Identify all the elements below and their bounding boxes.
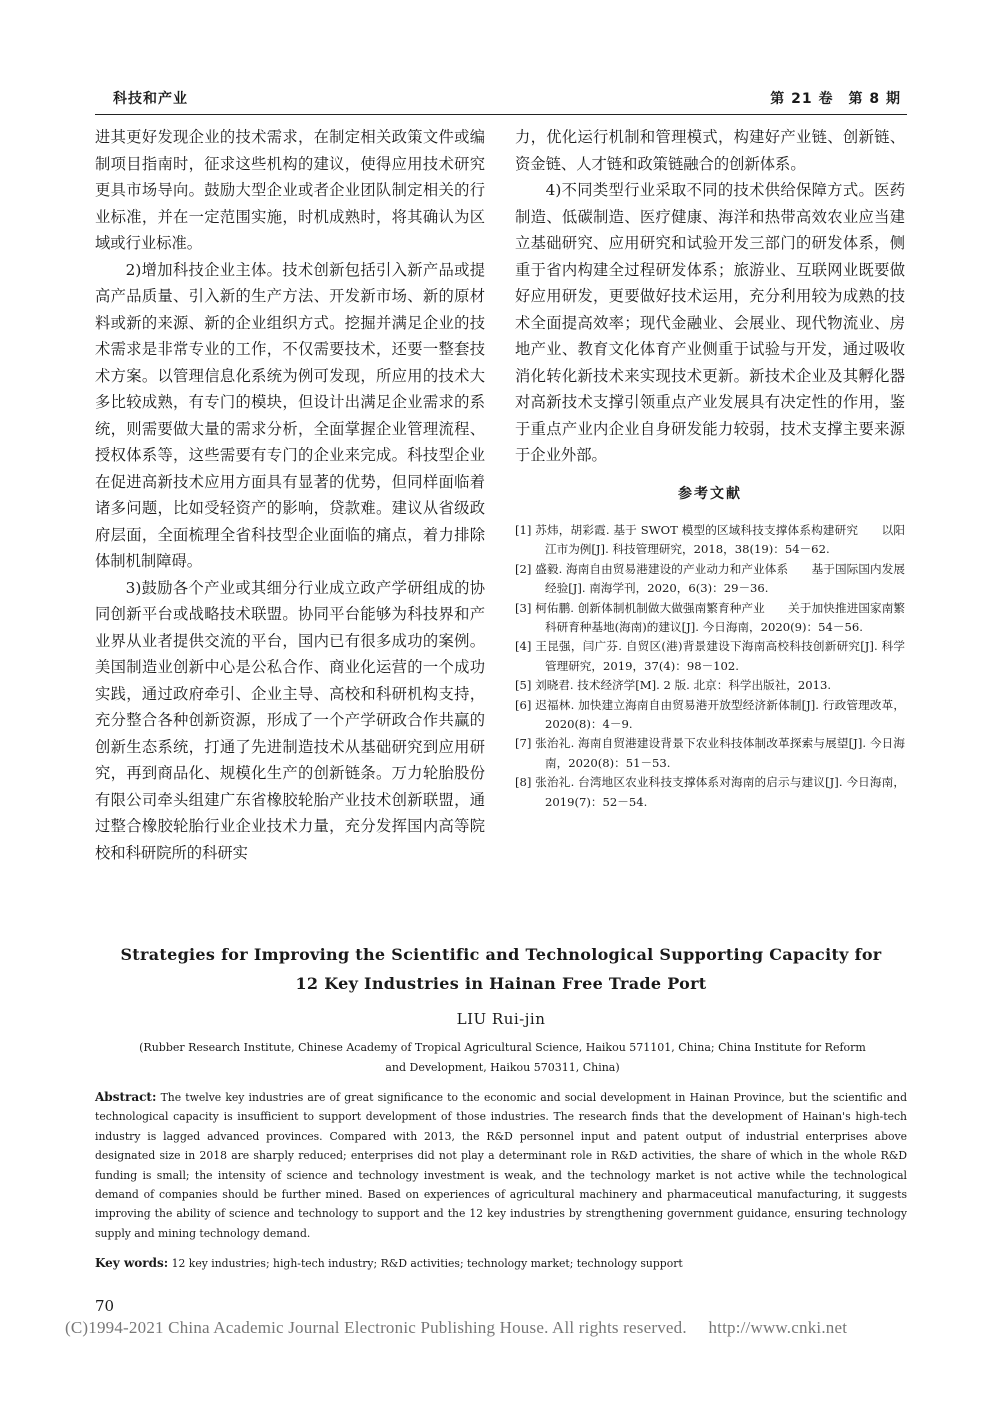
abstract-label: Abstract: bbox=[95, 1090, 157, 1104]
running-header bbox=[95, 88, 907, 115]
reference-item: [6] 迟福林. 加快建立海南自由贸易港开放型经济新体制[J]. 行政管理改革，2020(8)：4－9. bbox=[515, 697, 905, 732]
references-heading: 参考文献 bbox=[678, 485, 742, 502]
english-keywords bbox=[95, 1254, 907, 1273]
reference-list bbox=[515, 521, 905, 812]
reference-item: [1] 苏炜，胡彩霞. 基于 SWOT 模型的区域科技支撑体系构建研究 以阳江市为例[J]. 科技管理研究，2018，38(19)：54－62. bbox=[515, 523, 905, 557]
keywords-text: 12 key industries; high-tech industry; R&D activities; technology market; technology support bbox=[171, 1257, 683, 1270]
right-column bbox=[515, 124, 905, 812]
paragraph: 3)鼓励各个产业或其细分行业成立政产学研组成的协同创新平台或战略技术联盟。协同平台能够为科技界和产业界从业者提供交流的平台，国内已有很多成功的案例。美国制造业创新中心是公私合作、商业化运营的一个成功实践，通过政府牵引、企业主导、高校和科研机构支持，充分整合各种创新资源，形成了一个产学研政合作共赢的创新生态系统，打通了先进制造技术从基础研究到应用研究，再到商品化、规模化生产的创新链条。万力轮胎股份有限公司牵头组建广东省橡胶轮胎产业技术创新联盟，通过整合橡胶轮胎行业企业技术力量，充分发挥国内高等院校和科研院所的科研实 bbox=[95, 578, 485, 862]
english-author: LIU Rui-jin bbox=[456, 1010, 546, 1028]
english-title-line: 12 Key Industries in Hainan Free Trade Port bbox=[295, 974, 707, 993]
reference-item: [2] 盛毅. 海南自由贸易港建设的产业动力和产业体系 基于国际国内发展经验[J]. 南海学刊，2020，6(3)：29－36. bbox=[515, 561, 905, 596]
english-abstract bbox=[95, 1088, 907, 1243]
keywords-label: Key words: bbox=[95, 1256, 169, 1270]
english-title bbox=[95, 940, 907, 998]
paragraph: 进其更好发现企业的技术需求，在制定相关政策文件或编制项目指南时，征求这些机构的建议，使得应用技术研究更具市场导向。鼓励大型企业或者企业团队制定相关的行业标准，并在一定范围实施，时机成熟时，将其确认为区域或行业标准。 bbox=[95, 128, 485, 252]
english-affiliation: (Rubber Research Institute, Chinese Academy of Tropical Agricultural Science, Haikou 571101, China; China Institute for Reform and Development, Haikou 570311, China) bbox=[139, 1041, 866, 1074]
abstract-text: The twelve key industries are of great significance to the economic and social development in Hainan Province, but the scientific and technological capacity is insufficient to support development of those industries. The research finds that the development of Hainan's high-tech industry is lagged advanced provinces. Compared with 2013, the R&D personnel input and patent output of industrial enterprises above designated size in 2018 are sharply reduced; enterprises did not play a determinant role in R&D activities, the share of which in the whole R&D funding is small; the intensity of science and technology investment is weak, and the technology market is not active while the technological demand of companies should be further mined. Based on experiences of agricultural machinery and pharmaceutical manufacturing, it suggests improving the ability of science and technology to support and the 12 key industries by strengthening government guidance, ensuring technology supply and mining technology demand. bbox=[95, 1091, 907, 1240]
journal-name: 科技和产业 bbox=[113, 91, 188, 107]
reference-item: [5] 刘晓君. 技术经济学[M]. 2 版. 北京：科学出版社，2013. bbox=[515, 678, 832, 693]
paragraph: 2)增加科技企业主体。技术创新包括引入新产品或提高产品质量、引入新的生产方法、开发新市场、新的原材料或新的来源、新的企业组织方式。挖掘并满足企业的技术需求是非常专业的工作，不仅需要技术，还要一整套技术方案。以管理信息化系统为例可发现，所应用的技术大多比较成熟，有专门的模块，但设计出满足企业需求的系统，则需要做大量的需求分析，全面掌握企业管理流程、授权体系等，这些需要有专门的企业来完成。科技型企业在促进高新技术应用方面具有显著的优势，但同样面临着诸多问题，比如受轻资产的影响，贷款难。建议从省级政府层面，全面梳理全省科技型企业面临的痛点，着力排除体制机制障碍。 bbox=[95, 260, 485, 570]
volume-issue: 第 21 卷 第 8 期 bbox=[770, 91, 901, 107]
paragraph: 力，优化运行机制和管理模式，构建好产业链、创新链、资金链、人才链和政策链融合的创新体系。 bbox=[515, 128, 905, 173]
page-number: 70 bbox=[95, 1297, 115, 1315]
reference-item: [7] 张治礼. 海南自贸港建设背景下农业科技体制改革探索与展望[J]. 今日海南，2020(8)：51－53. bbox=[515, 736, 905, 770]
english-title-line: Strategies for Improving the Scientific and Technological Supporting Capacity for bbox=[120, 945, 882, 964]
copyright-notice: (C)1994-2021 China Academic Journal Electronic Publishing House. All rights reserved. http://www.cnki.net bbox=[65, 1318, 848, 1337]
reference-item: [4] 王昆强，闫广芬. 自贸区(港)背景建设下海南高校科技创新研究[J]. 科学管理研究，2019，37(4)：98－102. bbox=[515, 639, 905, 673]
reference-item: [3] 柯佑鹏. 创新体制机制做大做强南繁育种产业 关于加快推进国家南繁科研育种基地(海南)的建议[J]. 今日海南，2020(9)：54－56. bbox=[515, 600, 905, 635]
left-column bbox=[95, 124, 485, 866]
paragraph: 4)不同类型行业采取不同的技术供给保障方式。医药制造、低碳制造、医疗健康、海洋和热带高效农业应当建立基础研究、应用研究和试验开发三部门的研发体系，侧重于省内构建全过程研发体系；旅游业、互联网业既要做好应用研发，更要做好技术运用，充分利用较为成熟的技术全面提高效率；现代金融业、会展业、现代物流业、房地产业、教育文化体育产业侧重于试验与开发，通过吸收消化转化新技术来实现技术更新。新技术企业及其孵化器对高新技术支撑引领重点产业发展具有决定性的作用，鉴于重点产业内企业自身研发能力较弱，技术支撑主要来源于企业外部。 bbox=[515, 181, 905, 464]
reference-item: [8] 张治礼. 台湾地区农业科技支撑体系对海南的启示与建议[J]. 今日海南，2019(7)：52－54. bbox=[515, 775, 905, 809]
